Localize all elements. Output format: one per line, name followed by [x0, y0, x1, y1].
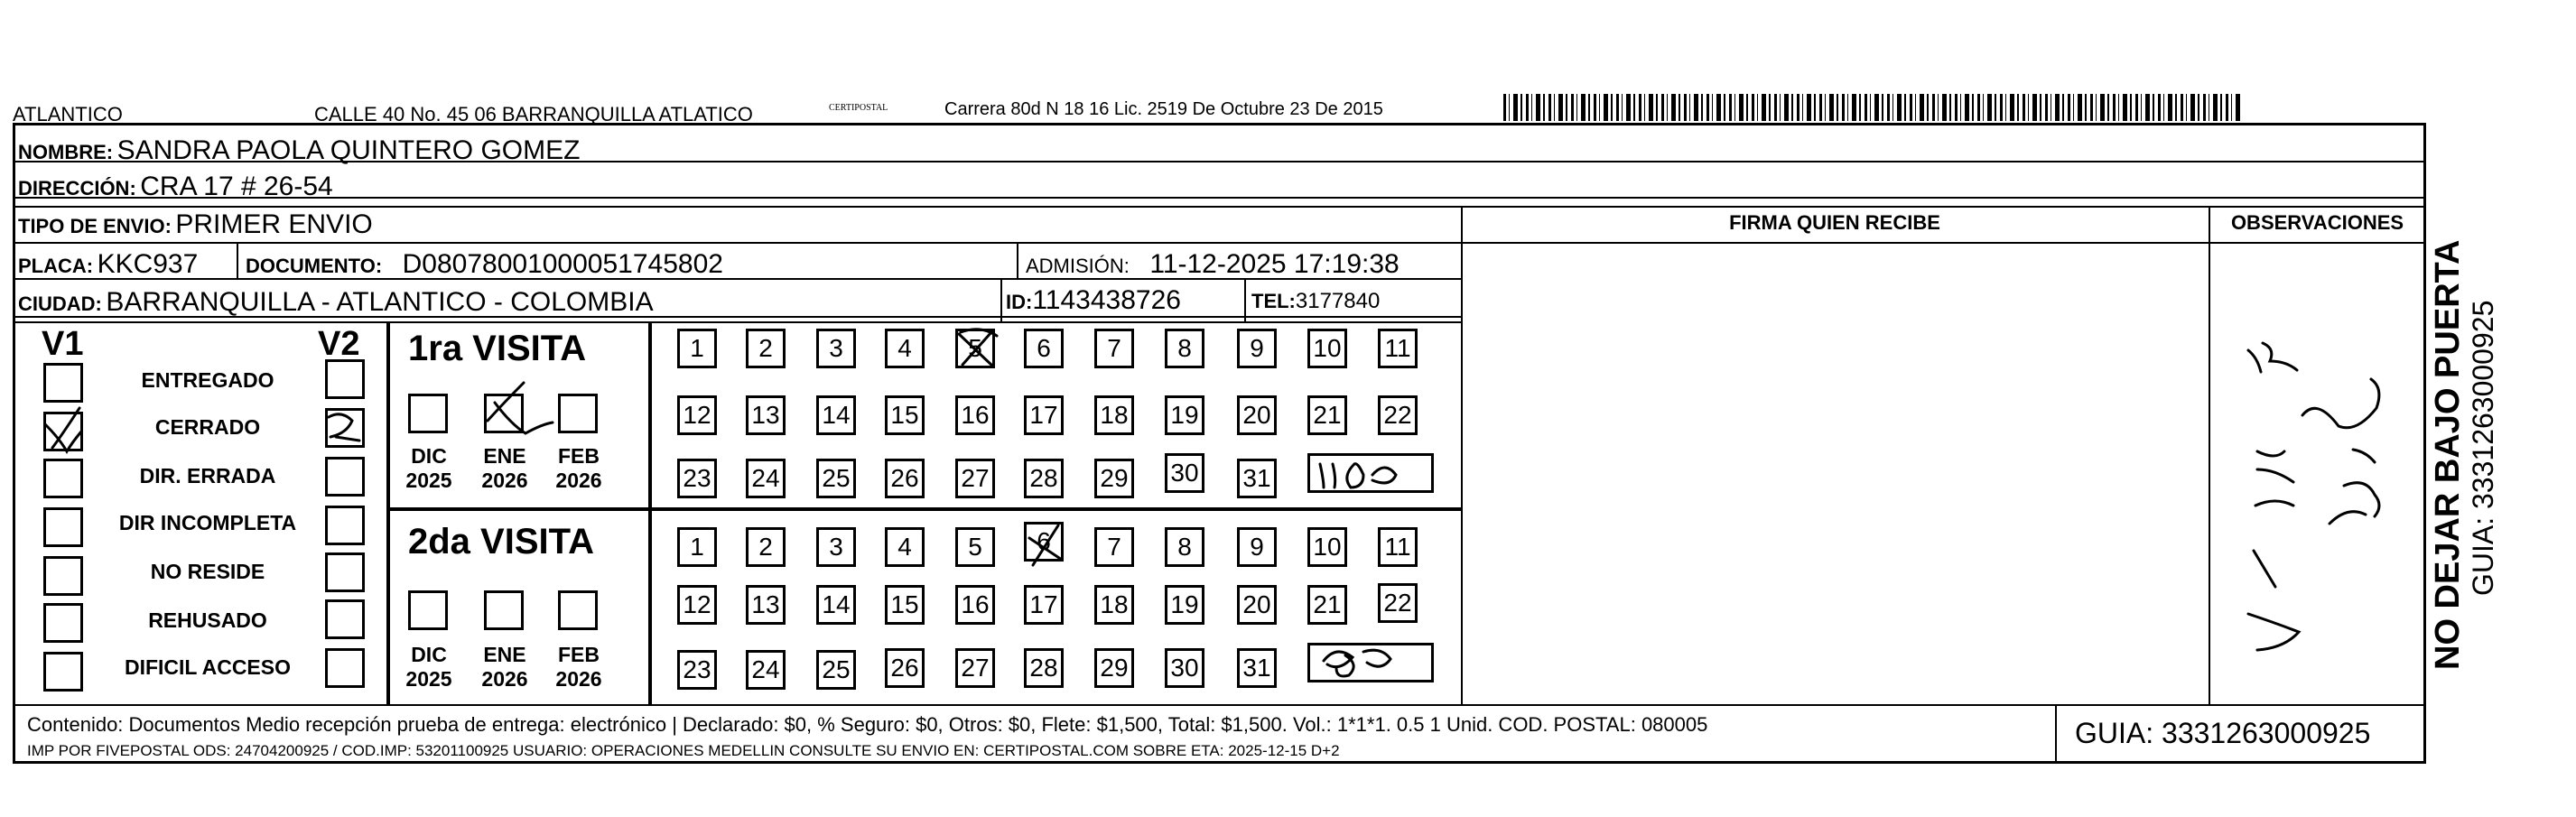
id-label: ID:: [1006, 291, 1033, 313]
visit1-day[interactable]: 11: [1378, 329, 1418, 368]
signature-header: FIRMA QUIEN RECIBE: [1729, 211, 1940, 234]
visit2-day[interactable]: 14: [816, 585, 856, 625]
visit2-day[interactable]: 18: [1094, 585, 1134, 625]
visit1-day[interactable]: 2: [746, 329, 786, 368]
visit1-month-label: ENE 2026: [481, 444, 528, 492]
status-cerrado: CERRADO: [154, 415, 261, 439]
visit2-day[interactable]: 15: [885, 585, 925, 625]
sender-address: CALLE 40 No. 45 06 BARRANQUILLA ATLATICO: [314, 103, 753, 125]
visit2-day[interactable]: 10: [1307, 527, 1347, 567]
id-value: 1143438726: [1032, 285, 1181, 315]
visit2-day[interactable]: 30: [1165, 648, 1204, 688]
visit2-day[interactable]: 31: [1237, 648, 1277, 688]
visit2-day[interactable]: 23: [677, 650, 717, 690]
visit2-month-label: DIC 2025: [405, 643, 452, 691]
visit1-day[interactable]: 7: [1094, 329, 1134, 368]
visit2-month-label: FEB 2026: [555, 643, 602, 691]
visit1-title: 1ra VISITA: [408, 329, 587, 368]
status-dir-errada: DIR. ERRADA: [139, 464, 276, 487]
visit1-day[interactable]: 4: [885, 329, 925, 368]
visit2-day[interactable]: 16: [955, 585, 995, 625]
visit1-day[interactable]: 12: [677, 395, 717, 435]
document-label: DOCUMENTO:: [246, 255, 383, 277]
visit1-day[interactable]: 14: [816, 395, 856, 435]
visit2-day[interactable]: 9: [1237, 527, 1277, 567]
visit2-day[interactable]: 26: [885, 648, 925, 688]
tel-label: TEL:: [1251, 290, 1296, 312]
visit1-day[interactable]: 8: [1165, 329, 1204, 368]
status-no-reside: NO RESIDE: [150, 560, 265, 583]
visit1-day[interactable]: 5: [955, 329, 995, 368]
visit2-day[interactable]: 28: [1024, 648, 1064, 688]
visit1-day[interactable]: 9: [1237, 329, 1277, 368]
visit1-day[interactable]: 29: [1094, 459, 1134, 498]
v2-label: V2: [318, 325, 360, 363]
visit2-day[interactable]: 1: [677, 527, 717, 567]
visit1-day[interactable]: 21: [1307, 395, 1347, 435]
visit2-title: 2da VISITA: [408, 522, 594, 562]
visit2-day[interactable]: 24: [746, 650, 786, 690]
visit2-day[interactable]: 8: [1165, 527, 1204, 567]
tel-value: 3177840: [1295, 289, 1381, 313]
visit1-day[interactable]: 26: [885, 459, 925, 498]
visit1-day[interactable]: 16: [955, 395, 995, 435]
side-warning: NO DEJAR BAJO PUERTA: [2429, 239, 2467, 670]
visit2-day[interactable]: 17: [1024, 585, 1064, 625]
visit1-day[interactable]: 30: [1165, 453, 1204, 493]
visit1-month-label: FEB 2026: [555, 444, 602, 492]
address-label: DIRECCIÓN:: [18, 177, 136, 200]
observations-header: OBSERVACIONES: [2230, 211, 2404, 234]
visit1-day[interactable]: 19: [1165, 395, 1204, 435]
license-text: Carrera 80d N 18 16 Lic. 2519 De Octubre 23 De 2015: [944, 99, 1383, 119]
admission-value: 11-12-2025 17:19:38: [1149, 249, 1400, 279]
status-entregado: ENTREGADO: [141, 368, 274, 392]
recipient-name: SANDRA PAOLA QUINTERO GOMEZ: [116, 135, 581, 165]
visit2-day[interactable]: 5: [955, 527, 995, 567]
visit2-day[interactable]: 20: [1237, 585, 1277, 625]
visit2-month-label: ENE 2026: [481, 643, 528, 691]
visit1-day[interactable]: 6: [1024, 329, 1064, 368]
visit1-day[interactable]: 20: [1237, 395, 1277, 435]
footer-guia: GUIA: 3331263000925: [2075, 717, 2371, 749]
visit2-day[interactable]: 13: [746, 585, 786, 625]
visit2-day[interactable]: 29: [1094, 648, 1134, 688]
status-dir-incompleta: DIR INCOMPLETA: [118, 511, 297, 534]
ship-type-label: TIPO DE ENVIO:: [18, 215, 172, 237]
visit1-day[interactable]: 13: [746, 395, 786, 435]
visit1-day[interactable]: 15: [885, 395, 925, 435]
visit1-day[interactable]: 3: [816, 329, 856, 368]
footer-imp: IMP POR FIVEPOSTAL ODS: 24704200925 / COD.IMP: 53201100925 USUARIO: OPERACIONES MEDELLIN CONSULTE SU ENVIO EN: CERTIPOSTAL.COM SOBRE ETA: 2025-12-15 D+2: [27, 742, 1340, 759]
visit1-day[interactable]: 10: [1307, 329, 1347, 368]
v1-label: V1: [42, 325, 84, 363]
visit2-day[interactable]: 21: [1307, 585, 1347, 625]
document-value: D08078001000051745802: [402, 249, 723, 279]
city-label: CIUDAD:: [18, 292, 102, 315]
visit1-day[interactable]: 1: [677, 329, 717, 368]
visit1-day[interactable]: 27: [955, 459, 995, 498]
ship-type: PRIMER ENVIO: [175, 209, 373, 239]
visit1-day[interactable]: 22: [1378, 395, 1418, 435]
visit1-day[interactable]: 17: [1024, 395, 1064, 435]
recipient-address: CRA 17 # 26-54: [140, 172, 333, 201]
visit2-day[interactable]: 4: [885, 527, 925, 567]
plate-value: KKC937: [97, 249, 199, 279]
status-dificil-acceso: DIFICIL ACCESO: [124, 655, 291, 679]
visit2-day[interactable]: 25: [816, 650, 856, 690]
admission-label: ADMISIÓN:: [1026, 255, 1130, 277]
side-guia: GUIA: 3331263000925: [2467, 300, 2499, 596]
plate-label: PLACA:: [18, 255, 94, 277]
visit1-day[interactable]: 18: [1094, 395, 1134, 435]
footer-content: Contenido: Documentos Medio recepción prueba de entrega: electrónico | Declarado: $0, % Seguro: $0, Otros: $0, Flete: $1,500, Total: $1,500. Vol.: 1*1*1. 0.5 1 Unid. COD. POSTAL: 080005: [27, 713, 1708, 736]
visit2-day[interactable]: 2: [746, 527, 786, 567]
visit2-day[interactable]: 7: [1094, 527, 1134, 567]
city-value: BARRANQUILLA - ATLANTICO - COLOMBIA: [106, 287, 654, 317]
visit1-month-label: DIC 2025: [405, 444, 452, 492]
name-label: NOMBRE:: [18, 141, 114, 163]
visit1-day[interactable]: 23: [677, 459, 717, 498]
visit2-day[interactable]: 12: [677, 585, 717, 625]
status-rehusado: REHUSADO: [148, 608, 267, 632]
visit1-day[interactable]: 25: [816, 459, 856, 498]
visit2-day[interactable]: 27: [955, 648, 995, 688]
visit2-day[interactable]: 11: [1378, 527, 1418, 567]
visit2-day[interactable]: 3: [816, 527, 856, 567]
visit1-day[interactable]: 24: [746, 459, 786, 498]
visit2-day[interactable]: 19: [1165, 585, 1204, 625]
visit2-day[interactable]: 22: [1378, 583, 1418, 623]
visit1-day[interactable]: 31: [1237, 459, 1277, 498]
region-label: ATLANTICO: [13, 103, 123, 125]
visit2-day[interactable]: 6: [1024, 522, 1064, 562]
certipostal-logo: CERTIPOSTAL: [829, 103, 888, 113]
visit1-day[interactable]: 28: [1024, 459, 1064, 498]
